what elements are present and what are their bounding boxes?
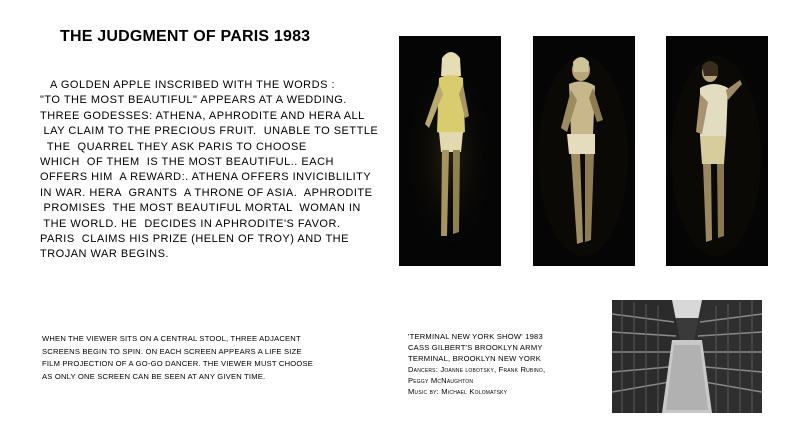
story-line: IN WAR. HERA GRANTS A THRONE OF ASIA. APHRODITE — [40, 186, 373, 199]
dancer-photo-3 — [666, 36, 768, 266]
story-line: THE QUARREL THEY ASK PARIS TO CHOOSE — [40, 140, 307, 153]
viewer-note-line: AS ONLY ONE SCREEN CAN BE SEEN AT ANY GIVEN TIME. — [42, 371, 266, 381]
story-line: TROJAN WAR BEGINS. — [40, 248, 169, 261]
terminal-photo — [612, 300, 762, 413]
credits-dancers: Peggy McNaughton — [408, 376, 474, 385]
story-text — [40, 78, 380, 263]
story-line: "TO THE MOST BEAUTIFUL" APPEARS AT A WEDDING. — [40, 94, 347, 107]
page-title: THE JUDGMENT OF PARIS 1983 — [60, 28, 311, 45]
dancer-photo-1 — [399, 36, 501, 266]
credits-venue: CASS GILBERT'S BROOKLYN ARMY — [408, 343, 543, 352]
viewer-note-line: WHEN THE VIEWER SITS ON A CENTRAL STOOL, THREE ADJACENT — [42, 334, 301, 343]
viewer-note — [42, 333, 362, 383]
credits-music: Music by: Michael Kolomatsky — [408, 387, 508, 396]
story-line: THREE GODESSES: ATHENA, APHRODITE AND HERA ALL — [40, 109, 365, 122]
dancer-figure-2 — [533, 36, 635, 266]
story-line: OFFERS HIM A REWARD:. ATHENA OFFERS INVICIBLILITY — [40, 171, 372, 184]
story-line: PARIS CLAIMS HIS PRIZE (HELEN OF TROY) AND THE — [40, 233, 349, 246]
dancer-figure-3 — [666, 36, 768, 266]
terminal-atrium-image — [612, 300, 762, 413]
dancer-photo-2 — [533, 36, 635, 266]
credits-show: 'TERMINAL NEW YORK SHOW' 1983 — [408, 332, 543, 341]
story-line: PROMISES THE MOST BEAUTIFUL MORTAL WOMAN IN — [40, 202, 361, 215]
credits — [408, 331, 608, 397]
story-line: LAY CLAIM TO THE PRECIOUS FRUIT. UNABLE TO SETTLE — [40, 125, 379, 138]
viewer-note-line: SCREENS BEGIN TO SPIN. ON EACH SCREEN APPEARS A LIFE SIZE — [42, 346, 302, 356]
viewer-note-line: FILM PROJECTION OF A GO-GO DANCER. THE VIEWER MUST CHOOSE — [42, 359, 314, 369]
story-line: THE WORLD. HE DECIDES IN APHRODITE'S FAVOR. — [40, 217, 341, 230]
story-line: A GOLDEN APPLE INSCRIBED WITH THE WORDS : — [40, 79, 336, 91]
dancer-figure-1 — [399, 36, 501, 266]
story-line: WHICH OF THEM IS THE MOST BEAUTIFUL.. EACH — [40, 156, 334, 169]
credits-venue: TERMINAL, BROOKLYN NEW YORK — [408, 354, 541, 363]
credits-dancers: Dancers: Joanne lobotsky, Frank Rubino, — [408, 365, 546, 374]
